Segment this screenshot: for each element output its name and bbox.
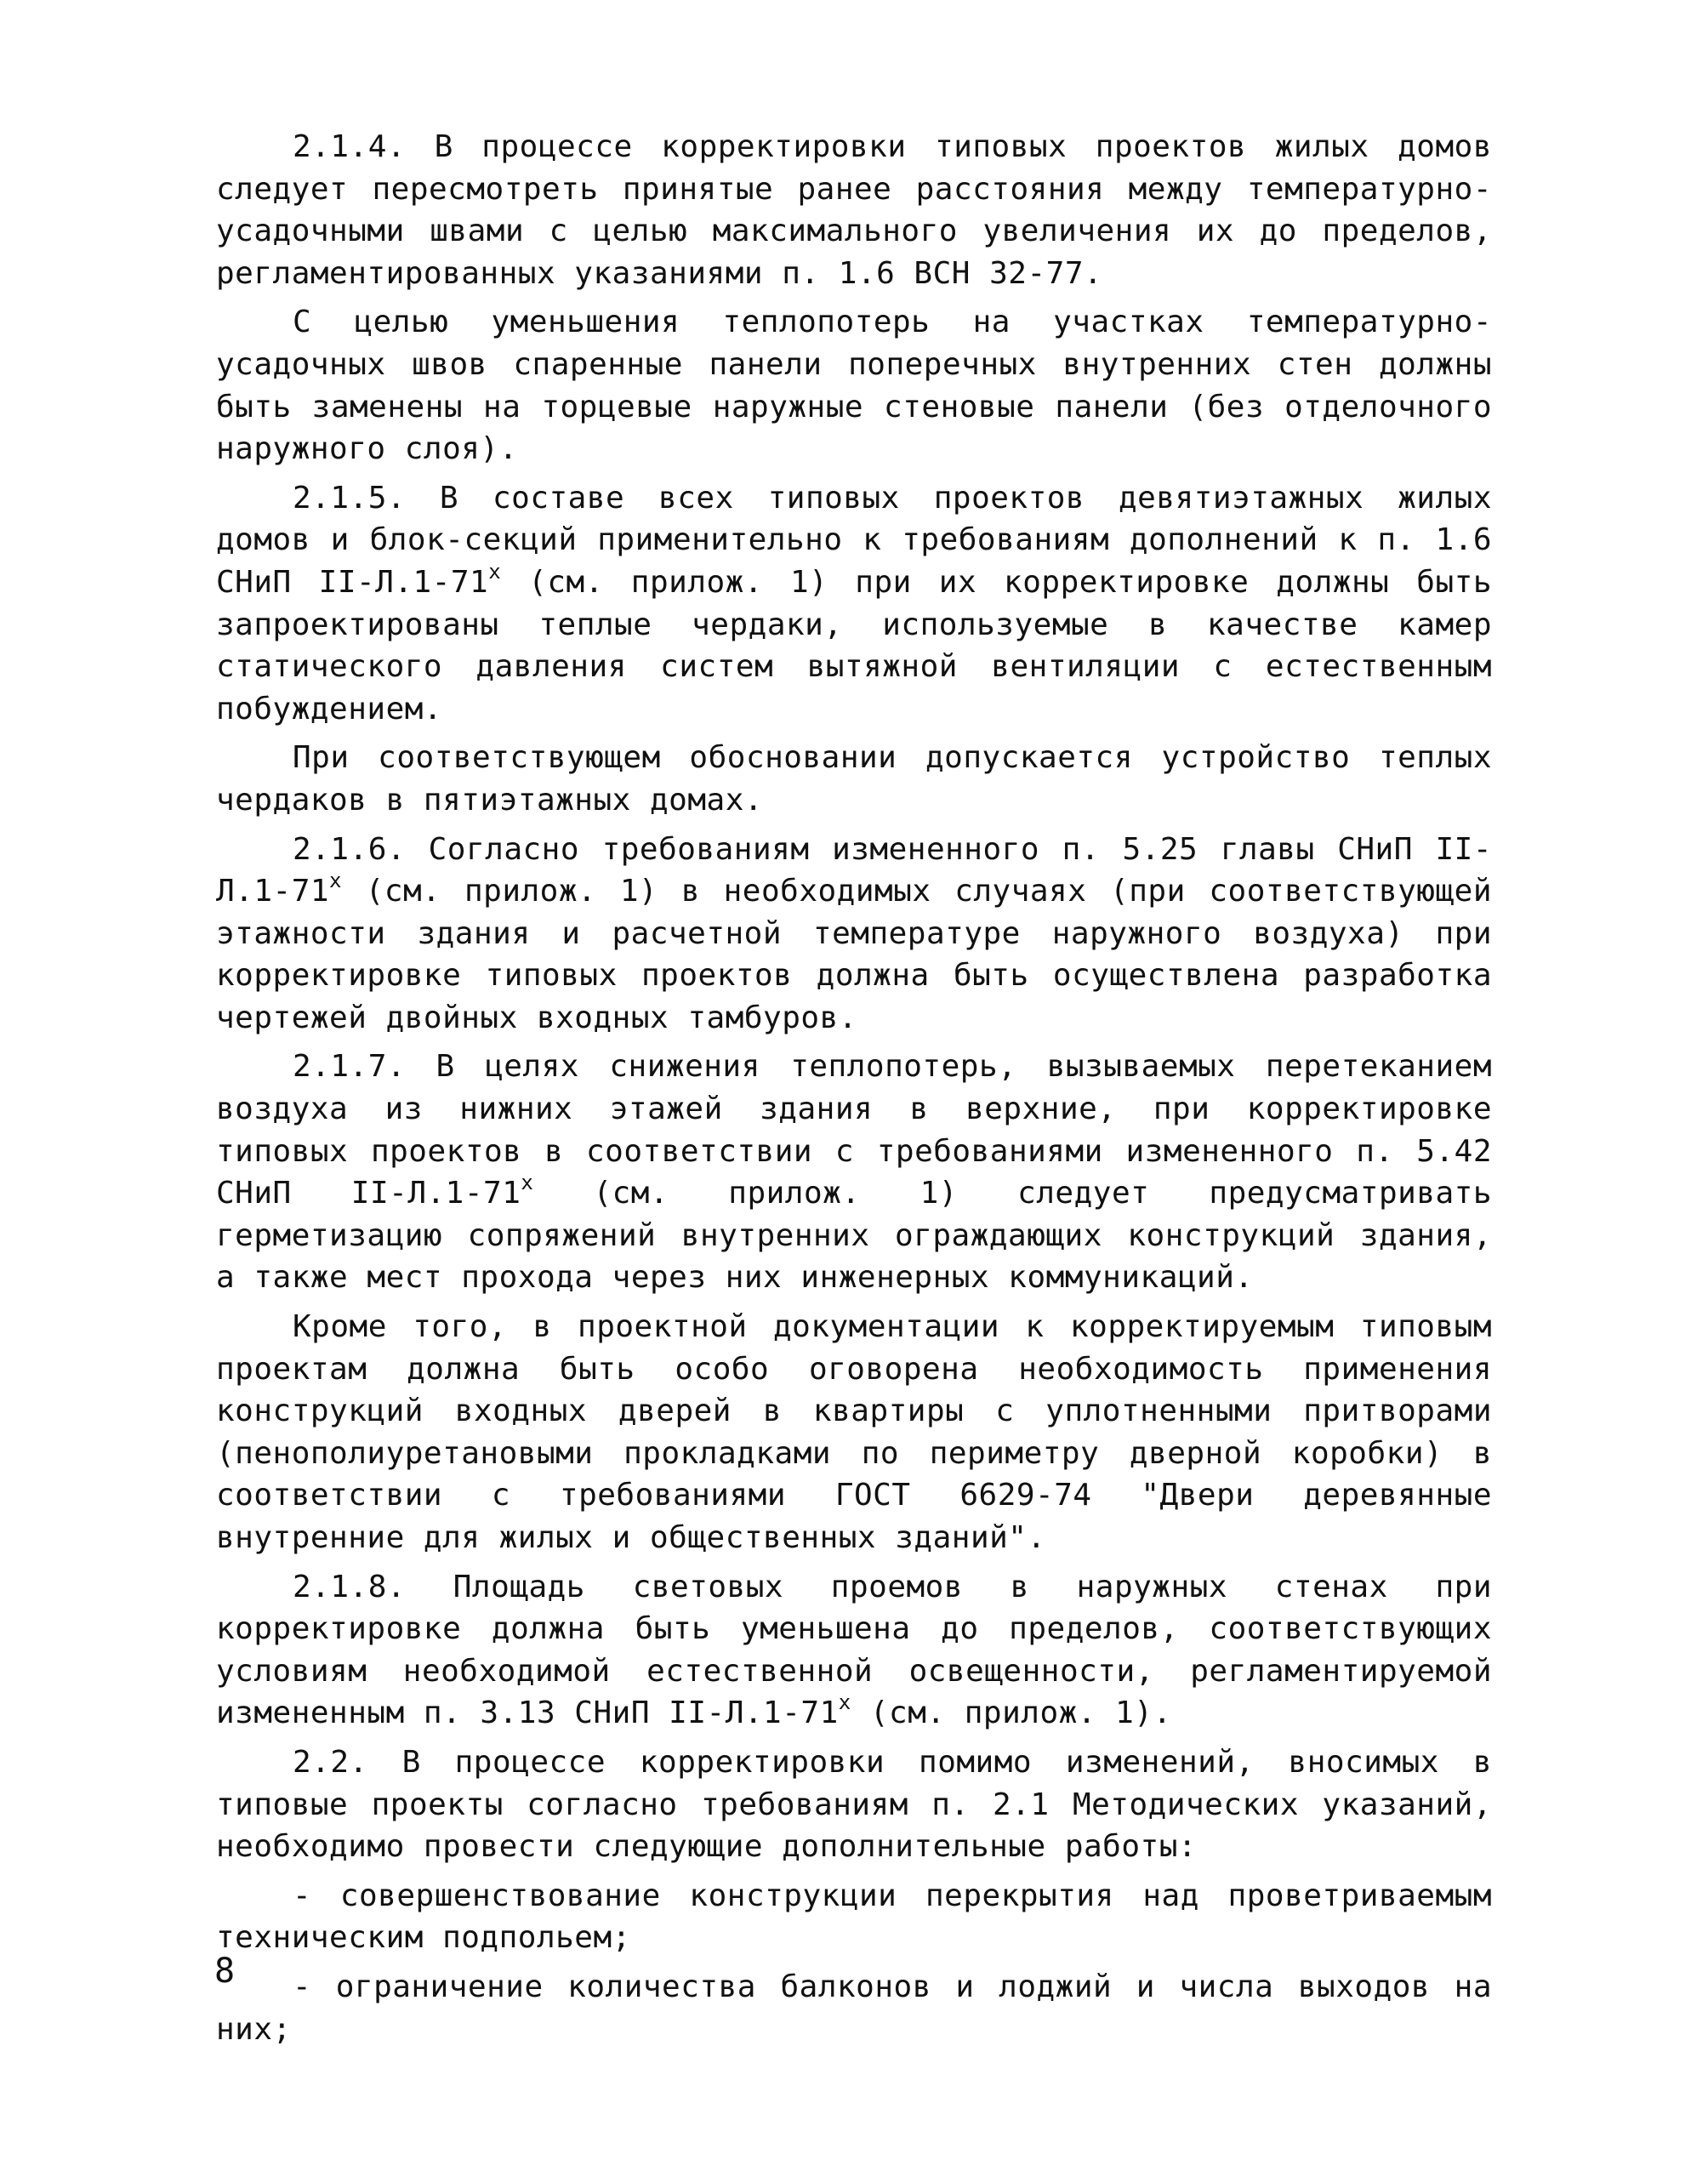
list-item-balconies: - ограничение количества балконов и лоджий и числа выходов на них; (216, 1969, 1492, 2047)
paragraph-text: (см. прилож. 1) следует предусматривать герметизацию сопряжений внутренних ограждающих конструкций здания, а также мест прохода через них инженерных коммуникаций. (216, 1176, 1493, 1296)
superscript-mark: х (521, 1171, 534, 1195)
superscript-mark: х (838, 1690, 851, 1715)
paragraph-text: 2.1.7. В целях снижения теплопотерь, вызываемых перетеканием воздуха из нижних этажей здания в верхние, при корректировке типовых проектов в соответствии с требованиями измененного п. 5.42 СНиП II-Л.1-71 (216, 1049, 1492, 1211)
paragraph-2-1-8 (216, 1566, 1492, 1735)
paragraph-2-2: 2.2. В процессе корректировки помимо изменений, вносимых в типовые проекты согласно требованиям п. 2.1 Методических указаний, необходимо провести следующие дополнительные работы: (216, 1744, 1492, 1865)
paragraph-2-1-4: 2.1.4. В процессе корректировки типовых проектов жилых домов следует пересмотреть принятые ранее расстояния между температурно-усадочными швами с целью максимального увеличения их до пределов, регламентированных указаниями п. 1.6 ВСН 32-77. (216, 129, 1492, 291)
paragraph-2-1-4-continued: С целью уменьшения теплопотерь на участках температурно-усадочных швов спаренные панели поперечных внутренних стен должны быть заменены на торцевые наружные стеновые панели (без отделочного наружного слоя). (216, 305, 1492, 467)
paragraph-2-1-7-continued: Кроме того, в проектной документации к корректируемым типовым проектам должна быть особо оговорена необходимость применения конструкций входных дверей в квартиры с уплотненными притворами (пенополиуретановыми прокладками по периметру дверной коробки) в соответствии с требованиями ГОСТ 6629-74 "Двери деревянные внутренние для жилых и общественных зданий". (216, 1309, 1492, 1555)
paragraph-2-1-5-continued: При соответствующем обосновании допускается устройство теплых чердаков в пятиэтажных домах. (216, 740, 1492, 818)
paragraph-2-1-7 (216, 1046, 1492, 1299)
paragraph-text: 2.1.6. Согласно требованиям измененного п. 5.25 главы СНиП II-Л.1-71 (216, 831, 1492, 909)
paragraph-text: 2.1.5. В составе всех типовых проектов девятиэтажных жилых домов и блок-секций применительно к требованиям дополнений к п. 1.6 СНиП II-Л.1-71 (216, 480, 1492, 600)
superscript-mark: х (329, 869, 342, 893)
paragraph-2-1-6 (216, 829, 1492, 1040)
paragraph-2-1-5 (216, 477, 1492, 731)
paragraph-text: (см. прилож. 1) при их корректировке должны быть запроектированы теплые чердаки, используемые в качестве камер статического давления систем вытяжной вентиляции с естественным побуждением. (216, 564, 1492, 727)
page-number: 8 (214, 1952, 236, 1991)
paragraph-text: (см. прилож. 1) в необходимых случаях (при соответствующей этажности здания и расчетной температуре наружного воздуха) при корректировке типовых проектов должна быть осуществлена разработка чертежей двойных входных тамбуров. (216, 874, 1492, 1035)
body-text (216, 126, 1492, 2050)
paragraph-text: (см. прилож. 1). (851, 1696, 1172, 1731)
list-item-underfloor: - совершенствование конструкции перекрытия над проветриваемым техническим подпольем; (216, 1878, 1492, 1956)
paragraph-text: 2.1.8. Площадь световых проемов в наружных стенах при корректировке должна быть уменьшена до пределов, соответствующих условиям необходимой естественной освещенности, регламентируемой измененным п. 3.13 СНиП II-Л.1-71 (216, 1569, 1492, 1731)
superscript-mark: х (488, 559, 502, 584)
